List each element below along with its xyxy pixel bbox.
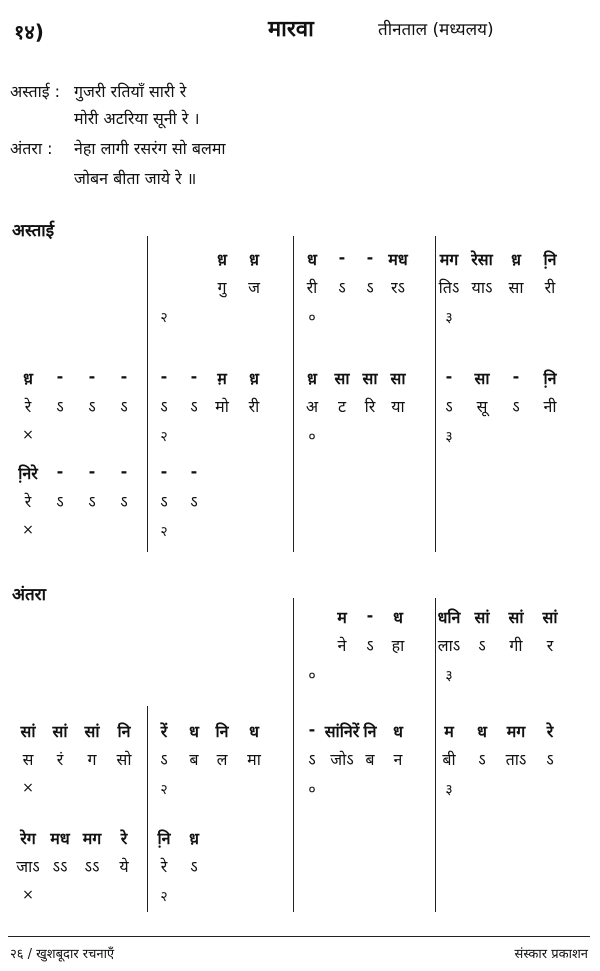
swar-note: - xyxy=(160,462,168,481)
swar-note: धनि xyxy=(437,608,461,627)
swar-note: ध़ xyxy=(511,250,521,269)
swar-note: रेसा xyxy=(471,250,493,269)
swar-note: मध xyxy=(388,250,408,269)
bol-syllable: नी xyxy=(543,397,557,416)
swar-note: मग xyxy=(506,722,526,741)
lyric-line: मोरी अटरिया सूनी रे । xyxy=(74,109,200,128)
vibhag-divider xyxy=(293,236,294,552)
bol-syllable: न xyxy=(393,750,403,769)
taal-mark: ३ xyxy=(445,782,453,798)
taal-mark: × xyxy=(22,427,34,443)
swar-note: सा xyxy=(390,369,406,388)
bol-syllable: ऽ xyxy=(445,397,453,416)
bol-syllable: जाऽ xyxy=(16,857,40,876)
swar-note: ध xyxy=(477,722,487,741)
swar-note: मध xyxy=(50,829,70,848)
bol-syllable: री xyxy=(248,397,260,416)
bol-syllable: याऽ xyxy=(471,278,493,297)
bol-syllable: ऽ xyxy=(478,636,486,655)
section-title-astai: अस्ताई xyxy=(12,221,55,241)
taal-mark: ० xyxy=(308,429,316,445)
swar-note: सा xyxy=(334,369,350,388)
bol-syllable: ऽ xyxy=(56,397,64,416)
swar-note: रे xyxy=(546,722,554,741)
bol-syllable: ऽ xyxy=(120,397,128,416)
bol-syllable: ऽऽ xyxy=(52,857,68,876)
swar-note: - xyxy=(120,462,128,481)
bol-syllable: या xyxy=(391,397,405,416)
swar-note: सां xyxy=(508,608,524,627)
swar-note: सां xyxy=(20,722,36,741)
taal-mark: × xyxy=(22,887,34,903)
footer-left: २६ / खुशबूदार रचनाएँ xyxy=(10,947,115,962)
bol-syllable: ऽ xyxy=(120,492,128,511)
bol-syllable: मो xyxy=(215,397,229,416)
bol-syllable: ने xyxy=(337,636,347,655)
swar-note: - xyxy=(56,462,64,481)
swar-note: नि xyxy=(363,722,377,741)
bol-syllable: ऽ xyxy=(546,750,554,769)
bol-syllable: लाऽ xyxy=(437,636,461,655)
lyric-line: नेहा लागी रसरंग सो बलमा xyxy=(74,139,226,158)
taal-mark: ३ xyxy=(445,668,453,684)
bol-syllable: ऽ xyxy=(56,492,64,511)
taal-mark: ३ xyxy=(445,429,453,445)
taal-mark: २ xyxy=(160,889,168,905)
lyric-label: अस्ताई : xyxy=(10,82,61,101)
swar-note: - xyxy=(338,248,346,267)
bol-syllable: रऽ xyxy=(390,278,406,297)
bol-syllable: ये xyxy=(119,857,129,876)
swar-note: नि़रे xyxy=(18,464,38,483)
swar-note: - xyxy=(160,367,168,386)
lyric-label: अंतरा : xyxy=(10,139,53,158)
lyric-line: जोबन बीता जाये रे ॥ xyxy=(74,169,197,188)
vibhag-divider xyxy=(147,236,148,552)
bol-syllable: अ xyxy=(305,397,319,416)
swar-note: ध xyxy=(393,722,403,741)
bol-syllable: सो xyxy=(116,750,132,769)
bol-syllable: रि xyxy=(364,397,376,416)
swar-note: रेग xyxy=(20,829,36,848)
bol-syllable: री xyxy=(544,278,556,297)
bol-syllable: ऽ xyxy=(512,397,520,416)
bol-syllable: स xyxy=(22,750,34,769)
bol-syllable: ऽ xyxy=(366,636,374,655)
swar-note: - xyxy=(120,367,128,386)
swar-note: - xyxy=(366,606,374,625)
swar-note: ध़ xyxy=(249,369,259,388)
swar-note: - xyxy=(445,367,453,386)
bol-syllable: सा xyxy=(508,278,524,297)
taal-mark: २ xyxy=(160,782,168,798)
bol-syllable: ब xyxy=(189,750,199,769)
bol-syllable: री xyxy=(306,278,318,297)
bol-syllable: जोऽ xyxy=(330,750,354,769)
bol-syllable: ऽ xyxy=(190,492,198,511)
bol-syllable: गु xyxy=(217,278,227,297)
swar-note: ध़ xyxy=(23,369,33,388)
swar-note: सां xyxy=(474,608,490,627)
swar-note: म़ xyxy=(217,369,227,388)
composition-number: १४) xyxy=(14,20,44,44)
bol-syllable: ऽऽ xyxy=(84,857,100,876)
swar-note: म xyxy=(337,608,347,627)
vibhag-divider xyxy=(147,706,148,912)
bol-syllable: रे xyxy=(24,492,32,511)
swar-note: ध xyxy=(189,722,199,741)
swar-note: - xyxy=(56,367,64,386)
swar-note: सां xyxy=(542,608,558,627)
footer-right: संस्कार प्रकाशन xyxy=(514,947,588,962)
swar-note: म xyxy=(444,722,454,741)
bol-syllable: ऽ xyxy=(88,492,96,511)
bol-syllable: ज xyxy=(248,278,260,297)
bol-syllable: ताऽ xyxy=(505,750,527,769)
swar-note: - xyxy=(88,367,96,386)
swar-note: मग xyxy=(439,250,459,269)
swar-note: नि़ xyxy=(543,250,557,269)
taal-mark: २ xyxy=(160,429,168,445)
bol-syllable: ग xyxy=(87,750,97,769)
taal-label: तीनताल (मध्यलय) xyxy=(378,20,494,40)
raga-title: मारवा xyxy=(268,17,314,42)
taal-mark: ० xyxy=(308,668,316,684)
swar-note: - xyxy=(308,720,316,739)
swar-note: ध xyxy=(393,608,403,627)
bol-syllable: हा xyxy=(391,636,405,655)
taal-mark: २ xyxy=(160,524,168,540)
swar-note: सां xyxy=(84,722,100,741)
swar-note: नि़ xyxy=(543,369,557,388)
taal-mark: × xyxy=(22,522,34,538)
bol-syllable: ऽ xyxy=(160,750,168,769)
swar-note: ध़ xyxy=(307,369,317,388)
swar-note: नि xyxy=(117,722,131,741)
swar-note: ध़ xyxy=(249,250,259,269)
bol-syllable: ऽ xyxy=(308,750,316,769)
taal-mark: ० xyxy=(308,782,316,798)
bol-syllable: ऽ xyxy=(366,278,374,297)
bol-syllable: ऽ xyxy=(338,278,346,297)
swar-note: रे xyxy=(120,829,128,848)
bol-syllable: ऽ xyxy=(190,397,198,416)
swar-note: - xyxy=(512,367,520,386)
footer-rule xyxy=(8,936,590,937)
bol-syllable: ऽ xyxy=(160,397,168,416)
swar-note: नि़ xyxy=(157,829,171,848)
bol-syllable: र xyxy=(546,636,554,655)
swar-note: - xyxy=(366,248,374,267)
swar-note: ध़ xyxy=(189,829,199,848)
bol-syllable: सू xyxy=(476,397,488,416)
bol-syllable: ऽ xyxy=(478,750,486,769)
swar-note: सा xyxy=(474,369,490,388)
bol-syllable: रे xyxy=(24,397,32,416)
taal-mark: × xyxy=(22,780,34,796)
swar-note: रें xyxy=(160,722,168,741)
bol-syllable: गी xyxy=(509,636,523,655)
swar-note: - xyxy=(190,367,198,386)
swar-note: ध xyxy=(307,250,317,269)
bol-syllable: रं xyxy=(56,750,64,769)
bol-syllable: रे xyxy=(160,857,168,876)
swar-note: सा xyxy=(362,369,378,388)
section-title-antara: अंतरा xyxy=(12,585,47,605)
swar-note: सां xyxy=(52,722,68,741)
swar-note: सांनिरें xyxy=(324,722,360,741)
bol-syllable: मा xyxy=(247,750,261,769)
swar-note: ध़ xyxy=(217,250,227,269)
bol-syllable: ट xyxy=(337,397,347,416)
bol-syllable: बी xyxy=(442,750,456,769)
swar-note: ध xyxy=(249,722,259,741)
vibhag-divider xyxy=(293,598,294,912)
bol-syllable: ब xyxy=(365,750,375,769)
swar-note: - xyxy=(190,462,198,481)
bol-syllable: ऽ xyxy=(88,397,96,416)
bol-syllable: ऽ xyxy=(160,492,168,511)
taal-mark: ३ xyxy=(445,310,453,326)
swar-note: - xyxy=(88,462,96,481)
swar-note: मग xyxy=(82,829,102,848)
bol-syllable: तिऽ xyxy=(438,278,460,297)
taal-mark: ० xyxy=(308,310,316,326)
lyric-line: गुजरी रतियाँ सारी रे xyxy=(74,82,187,101)
swar-note: नि xyxy=(215,722,229,741)
bol-syllable: ऽ xyxy=(190,857,198,876)
taal-mark: २ xyxy=(160,310,168,326)
bol-syllable: ल xyxy=(216,750,228,769)
